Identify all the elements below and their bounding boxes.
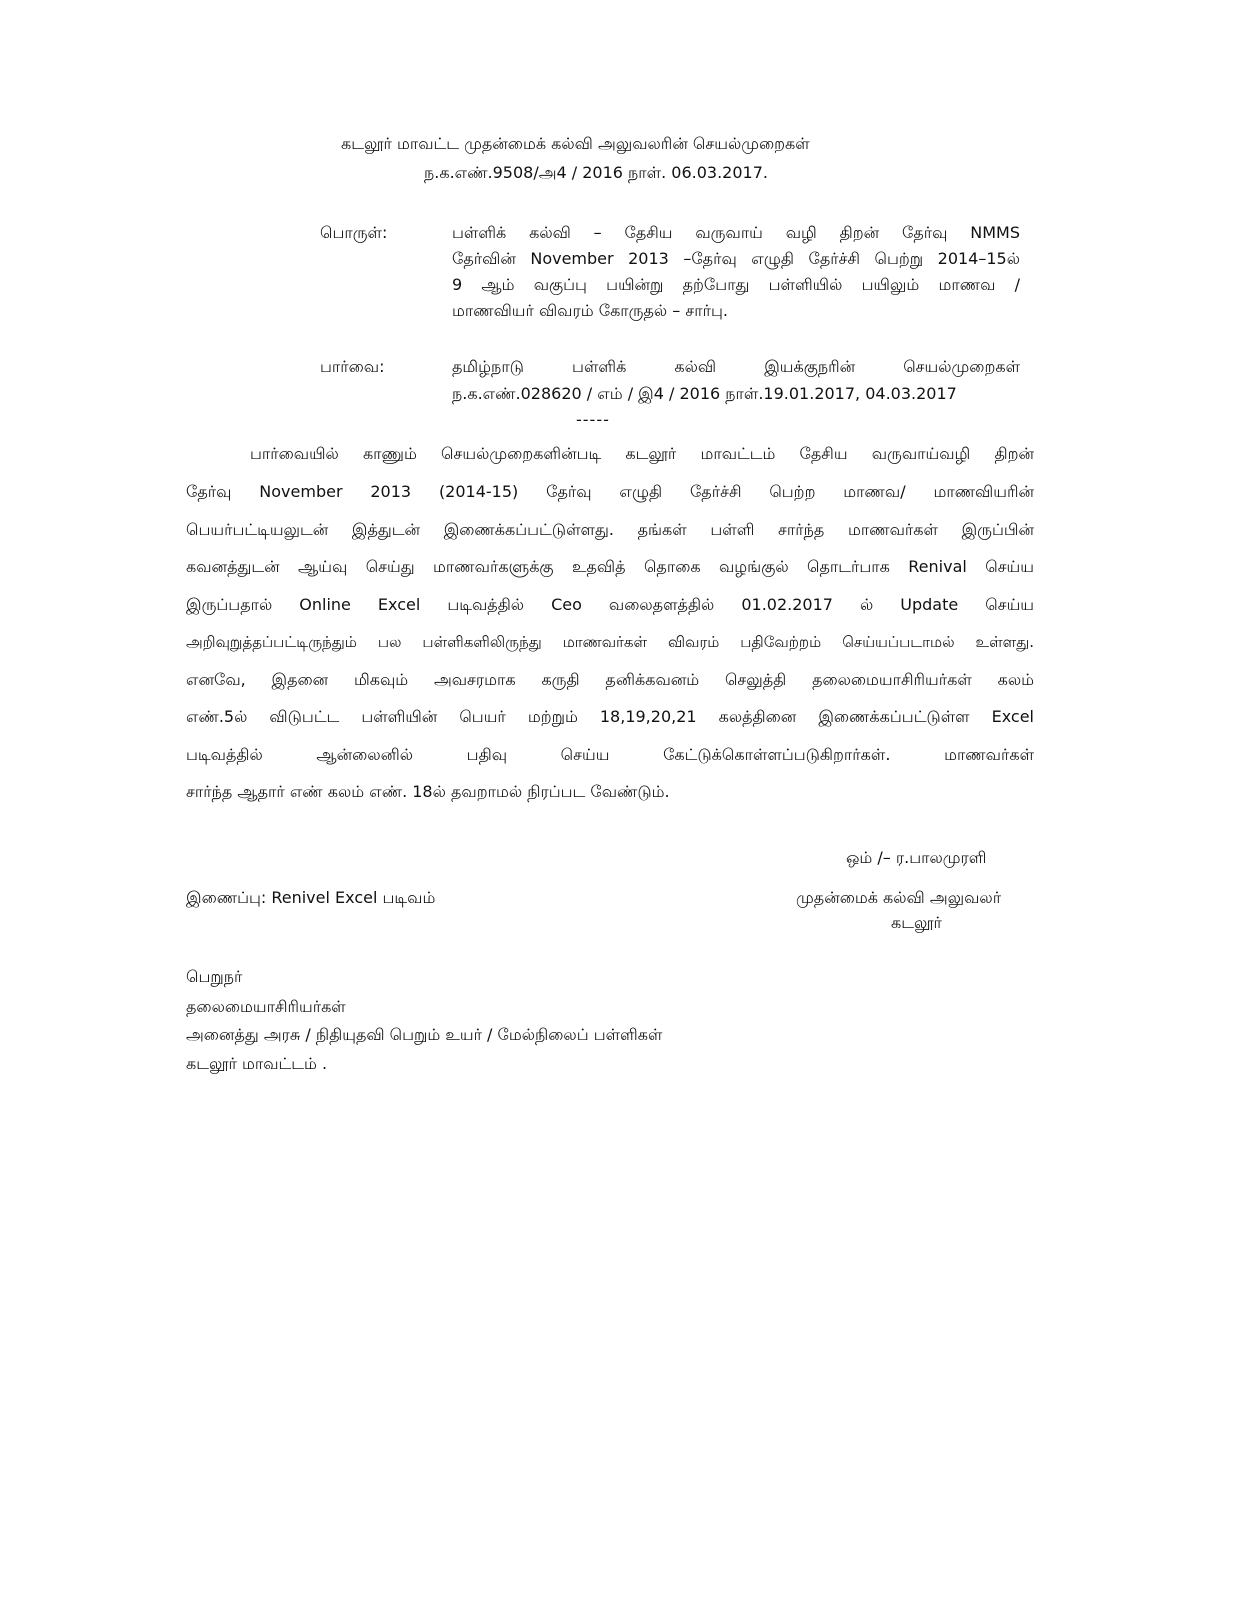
recipient-line: தலைமையாசிரியர்கள் bbox=[186, 997, 346, 1016]
recipients-heading: பெறுநர் bbox=[186, 967, 243, 986]
subject-line: பள்ளிக் கல்வி – தேசிய வருவாய் வழி திறன் தேர்வு NMMS bbox=[452, 223, 1020, 242]
subject-line: 9 ஆம் வகுப்பு பயின்று தற்போது பள்ளியில் பயிலும் மாணவ / bbox=[452, 275, 1020, 294]
body-line: இருப்பதால் Online Excel படிவத்தில் Ceo வலைதளத்தில் 01.02.2017 ல் Update செய்ய bbox=[186, 595, 1034, 614]
signature-name: ஒம் /– ர.பாலமுரளி bbox=[846, 848, 987, 867]
subject-line: மாணவியர் விவரம் கோருதல் – சார்பு. bbox=[452, 301, 728, 320]
recipient-line: கடலூர் மாவட்டம் . bbox=[186, 1054, 328, 1073]
body-line: பெயர்பட்டியலுடன் இத்துடன் இணைக்கப்பட்டுள்ளது. தங்கள் பள்ளி சார்ந்த மாணவர்கள் இருப்பின் bbox=[186, 520, 1034, 539]
body-line: எனவே, இதனை மிகவும் அவசரமாக கருதி தனிக்கவனம் செலுத்தி தலைமையாசிரியர்கள் கலம் bbox=[186, 670, 1034, 689]
body-line: சார்ந்த ஆதார் எண் கலம் எண். 18ல் தவறாமல் நிரப்பட வேண்டும். bbox=[186, 782, 670, 801]
signature-place: கடலூர் bbox=[891, 913, 942, 932]
subject-line: தேர்வின் November 2013 –தேர்வு எழுதி தேர்ச்சி பெற்று 2014–15ல் bbox=[452, 249, 1020, 268]
enclosure-line: இணைப்பு: Renivel Excel படிவம் bbox=[186, 888, 436, 907]
reference-line: தமிழ்நாடு பள்ளிக் கல்வி இயக்குநரின் செயல்முறைகள் bbox=[452, 357, 1020, 376]
body-line: தேர்வு November 2013 (2014-15) தேர்வு எழுதி தேர்ச்சி பெற்ற மாணவ/ மாணவியரின் bbox=[186, 482, 1034, 501]
office-title: கடலூர் மாவட்ட முதன்மைக் கல்வி அலுவலரின் செயல்முறைகள் bbox=[341, 134, 810, 153]
subject-label: பொருள்: bbox=[320, 223, 388, 242]
body-line: கவனத்துடன் ஆய்வு செய்து மாணவர்களுக்கு உதவித் தொகை வழங்குல் தொடர்பாக Renival செய்ய bbox=[186, 557, 1034, 576]
body-line: அறிவுறுத்தப்பட்டிருந்தும் பல பள்ளிகளிலிருந்து மாணவர்கள் விவரம் பதிவேற்றம் செய்யப்படாமல் உள்ளது. bbox=[186, 633, 1034, 651]
reference-label: பார்வை: bbox=[320, 357, 385, 376]
body-line: எண்.5ல் விடுபட்ட பள்ளியின் பெயர் மற்றும் 18,19,20,21 கலத்தினை இணைக்கப்பட்டுள்ள Excel bbox=[186, 707, 1034, 726]
signature-designation: முதன்மைக் கல்வி அலுவலர் bbox=[796, 888, 1002, 907]
body-line: பார்வையில் காணும் செயல்முறைகளின்படி கடலூர் மாவட்டம் தேசிய வருவாய்வழி திறன் bbox=[250, 444, 1034, 463]
recipient-line: அனைத்து அரசு / நிதியுதவி பெறும் உயர் / மேல்நிலைப் பள்ளிகள் bbox=[186, 1025, 663, 1044]
reference-separator: ----- bbox=[576, 410, 610, 429]
reference-line: ந.க.எண்.028620 / எம் / இ4 / 2016 நாள்.19.01.2017, 04.03.2017 bbox=[452, 384, 957, 403]
reference-number-line: ந.க.எண்.9508/அ4 / 2016 நாள். 06.03.2017. bbox=[424, 163, 768, 182]
body-line: படிவத்தில் ஆன்லைனில் பதிவு செய்ய கேட்டுக்கொள்ளப்படுகிறார்கள். மாணவர்கள் bbox=[186, 745, 1034, 764]
